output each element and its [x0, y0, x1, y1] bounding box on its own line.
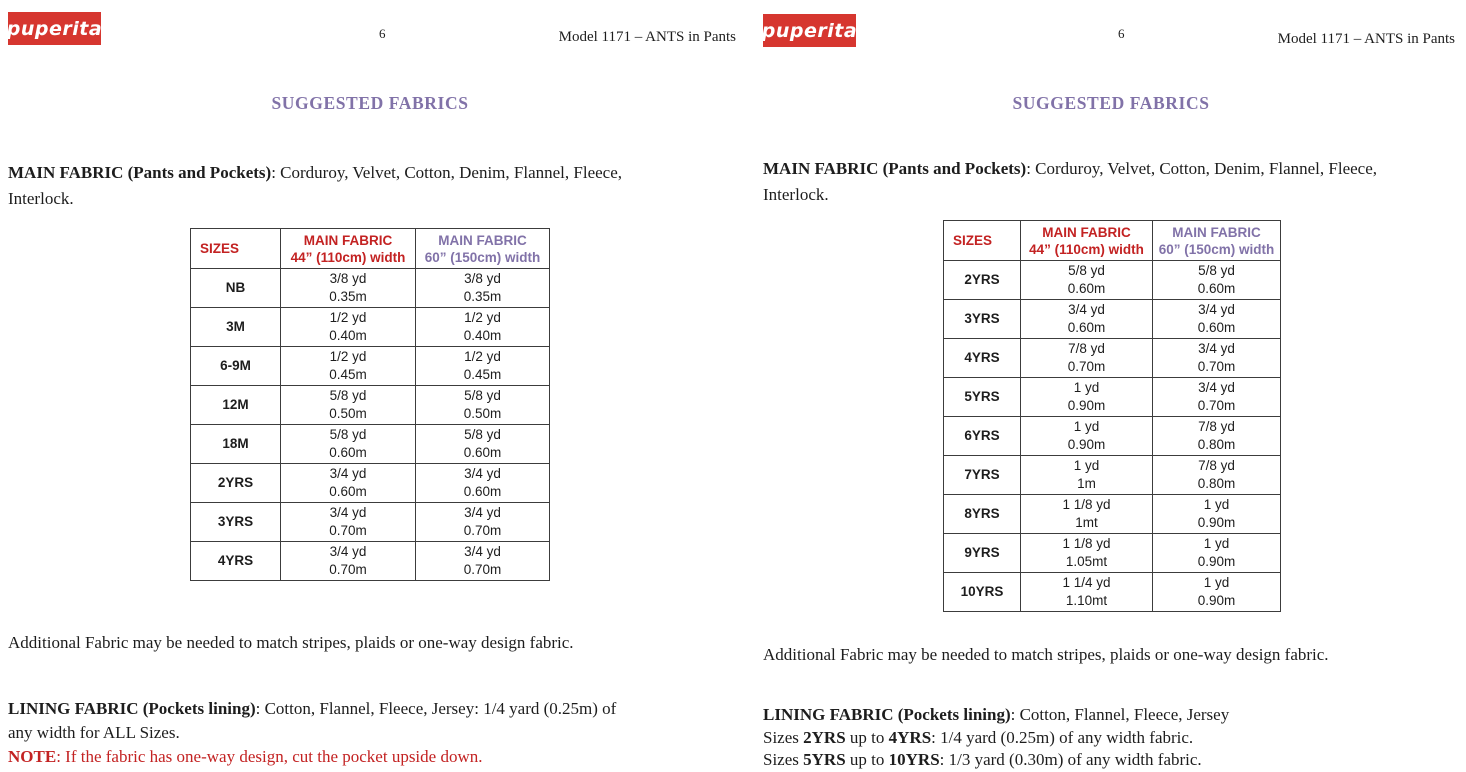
- table-row: [944, 261, 1281, 300]
- table-header-row: [191, 229, 550, 269]
- size-cell: 3YRS: [944, 300, 1021, 339]
- table-row: [944, 573, 1281, 612]
- yardage-60-cell: 3/4 yd 0.60m: [1153, 300, 1281, 339]
- lining-fabric-text-line2: any width for ALL Sizes.: [8, 723, 180, 742]
- header-sizes: SIZES: [191, 229, 281, 269]
- table-row: [944, 378, 1281, 417]
- doc-title: Model 1171 – ANTS in Pants: [1277, 31, 1455, 47]
- main-fabric-paragraph: [763, 156, 1466, 208]
- page-right: [748, 0, 1466, 769]
- size-cell: 2YRS: [944, 261, 1021, 300]
- section-title: SUGGESTED FABRICS: [271, 93, 469, 113]
- yardage-44-cell: 1 1/8 yd 1mt: [1021, 495, 1153, 534]
- yardage-60-cell: 1 yd 0.90m: [1153, 534, 1281, 573]
- yardage-60-cell: 5/8 yd 0.60m: [1153, 261, 1281, 300]
- page-number: 6: [379, 26, 386, 41]
- section-title: SUGGESTED FABRICS: [1012, 93, 1210, 113]
- yardage-60-cell: 7/8 yd 0.80m: [1153, 417, 1281, 456]
- additional-fabric-note: Additional Fabric may be needed to match stripes, plaids or one-way design fabric.: [763, 645, 1329, 664]
- yardage-60-cell: 7/8 yd 0.80m: [1153, 456, 1281, 495]
- table-row: [191, 464, 550, 503]
- yardage-60-cell: 3/4 yd 0.70m: [416, 542, 550, 581]
- yardage-60-cell: 3/4 yd 0.70m: [1153, 339, 1281, 378]
- size-cell: 9YRS: [944, 534, 1021, 573]
- yardage-60-cell: 1/2 yd 0.45m: [416, 347, 550, 386]
- main-fabric-text: : Corduroy, Velvet, Cotton, Denim, Flannel, Fleece,: [1026, 159, 1377, 178]
- size-cell: 18M: [191, 425, 281, 464]
- table-row: [191, 425, 550, 464]
- size-cell: 6YRS: [944, 417, 1021, 456]
- lining-fabric-label: LINING FABRIC (Pockets lining): [763, 705, 1011, 724]
- yardage-44-cell: 1 1/4 yd 1.10mt: [1021, 573, 1153, 612]
- table-row: [944, 456, 1281, 495]
- table-row: [191, 542, 550, 581]
- header-60-width: MAIN FABRIC 60” (150cm) width: [1153, 221, 1281, 261]
- puperita-logo: [763, 14, 856, 47]
- table-row: [191, 347, 550, 386]
- yardage-44-cell: 1 yd 0.90m: [1021, 417, 1153, 456]
- main-fabric-label: MAIN FABRIC (Pants and Pockets): [8, 163, 272, 182]
- yardage-60-cell: 1 yd 0.90m: [1153, 573, 1281, 612]
- fabric-table-infant-sizes: [190, 228, 550, 581]
- lining-fabric-paragraph: [763, 704, 1463, 772]
- yardage-60-cell: 3/8 yd 0.35m: [416, 269, 550, 308]
- note-label: NOTE: [8, 747, 57, 766]
- page-number: 6: [1118, 26, 1125, 41]
- table-row: [944, 339, 1281, 378]
- header-44-width: MAIN FABRIC 44” (110cm) width: [1021, 221, 1153, 261]
- size-cell: 4YRS: [191, 542, 281, 581]
- table-header-row: [944, 221, 1281, 261]
- lining-fabric-paragraph: [8, 697, 738, 769]
- yardage-60-cell: 1/2 yd 0.40m: [416, 308, 550, 347]
- yardage-44-cell: 3/8 yd 0.35m: [281, 269, 416, 308]
- size-cell: 5YRS: [944, 378, 1021, 417]
- header-60-width: MAIN FABRIC 60” (150cm) width: [416, 229, 550, 269]
- yardage-60-cell: 3/4 yd 0.60m: [416, 464, 550, 503]
- main-fabric-text-line2: Interlock.: [763, 185, 829, 204]
- yardage-60-cell: 5/8 yd 0.60m: [416, 425, 550, 464]
- yardage-44-cell: 1 1/8 yd 1.05mt: [1021, 534, 1153, 573]
- size-cell: 2YRS: [191, 464, 281, 503]
- yardage-44-cell: 5/8 yd 0.50m: [281, 386, 416, 425]
- main-fabric-text-line2: Interlock.: [8, 189, 74, 208]
- lining-fabric-label: LINING FABRIC (Pockets lining): [8, 699, 256, 718]
- yardage-60-cell: 1 yd 0.90m: [1153, 495, 1281, 534]
- table-row: [944, 300, 1281, 339]
- lining-sizes-5-10-line: Sizes 5YRS up to 10YRS: 1/3 yard (0.30m) of any width fabric.: [763, 750, 1202, 769]
- lining-sizes-2-4-line: Sizes 2YRS up to 4YRS: 1/4 yard (0.25m) of any width fabric.: [763, 727, 1194, 747]
- additional-fabric-note: Additional Fabric may be needed to match stripes, plaids or one-way design fabric.: [8, 633, 574, 652]
- size-cell: 7YRS: [944, 456, 1021, 495]
- fabric-table-child-sizes: [943, 220, 1281, 612]
- main-fabric-text: : Corduroy, Velvet, Cotton, Denim, Flannel, Fleece,: [271, 163, 622, 182]
- lining-fabric-text: : Cotton, Flannel, Fleece, Jersey: [1010, 705, 1230, 724]
- note-text: : If the fabric has one-way design, cut the pocket upside down.: [56, 747, 483, 766]
- size-cell: 8YRS: [944, 495, 1021, 534]
- size-cell: NB: [191, 269, 281, 308]
- yardage-44-cell: 3/4 yd 0.60m: [281, 464, 416, 503]
- yardage-60-cell: 3/4 yd 0.70m: [416, 503, 550, 542]
- one-way-design-note: [8, 745, 738, 769]
- doc-title: Model 1171 – ANTS in Pants: [558, 29, 736, 45]
- yardage-44-cell: 1/2 yd 0.45m: [281, 347, 416, 386]
- size-cell: 3M: [191, 308, 281, 347]
- yardage-60-cell: 5/8 yd 0.50m: [416, 386, 550, 425]
- size-cell: 6-9M: [191, 347, 281, 386]
- table-row: [191, 269, 550, 308]
- table-row: [191, 308, 550, 347]
- table-row: [944, 534, 1281, 573]
- yardage-44-cell: 5/8 yd 0.60m: [281, 425, 416, 464]
- yardage-44-cell: 1 yd 0.90m: [1021, 378, 1153, 417]
- yardage-44-cell: 3/4 yd 0.60m: [1021, 300, 1153, 339]
- puperita-logo: [8, 12, 101, 45]
- logo-text: puperita: [761, 19, 858, 42]
- main-fabric-paragraph: [8, 160, 738, 212]
- size-cell: 12M: [191, 386, 281, 425]
- yardage-44-cell: 5/8 yd 0.60m: [1021, 261, 1153, 300]
- table-row: [191, 503, 550, 542]
- yardage-60-cell: 3/4 yd 0.70m: [1153, 378, 1281, 417]
- yardage-44-cell: 1 yd 1m: [1021, 456, 1153, 495]
- table-row: [944, 495, 1281, 534]
- yardage-44-cell: 3/4 yd 0.70m: [281, 542, 416, 581]
- lining-fabric-text: : Cotton, Flannel, Fleece, Jersey: 1/4 yard (0.25m) of: [255, 699, 617, 718]
- header-44-width: MAIN FABRIC 44” (110cm) width: [281, 229, 416, 269]
- table-row: [944, 417, 1281, 456]
- table-row: [191, 386, 550, 425]
- logo-text: puperita: [6, 17, 103, 40]
- main-fabric-label: MAIN FABRIC (Pants and Pockets): [763, 159, 1027, 178]
- size-cell: 10YRS: [944, 573, 1021, 612]
- yardage-44-cell: 7/8 yd 0.70m: [1021, 339, 1153, 378]
- yardage-44-cell: 1/2 yd 0.40m: [281, 308, 416, 347]
- yardage-44-cell: 3/4 yd 0.70m: [281, 503, 416, 542]
- size-cell: 3YRS: [191, 503, 281, 542]
- header-sizes: SIZES: [944, 221, 1021, 261]
- size-cell: 4YRS: [944, 339, 1021, 378]
